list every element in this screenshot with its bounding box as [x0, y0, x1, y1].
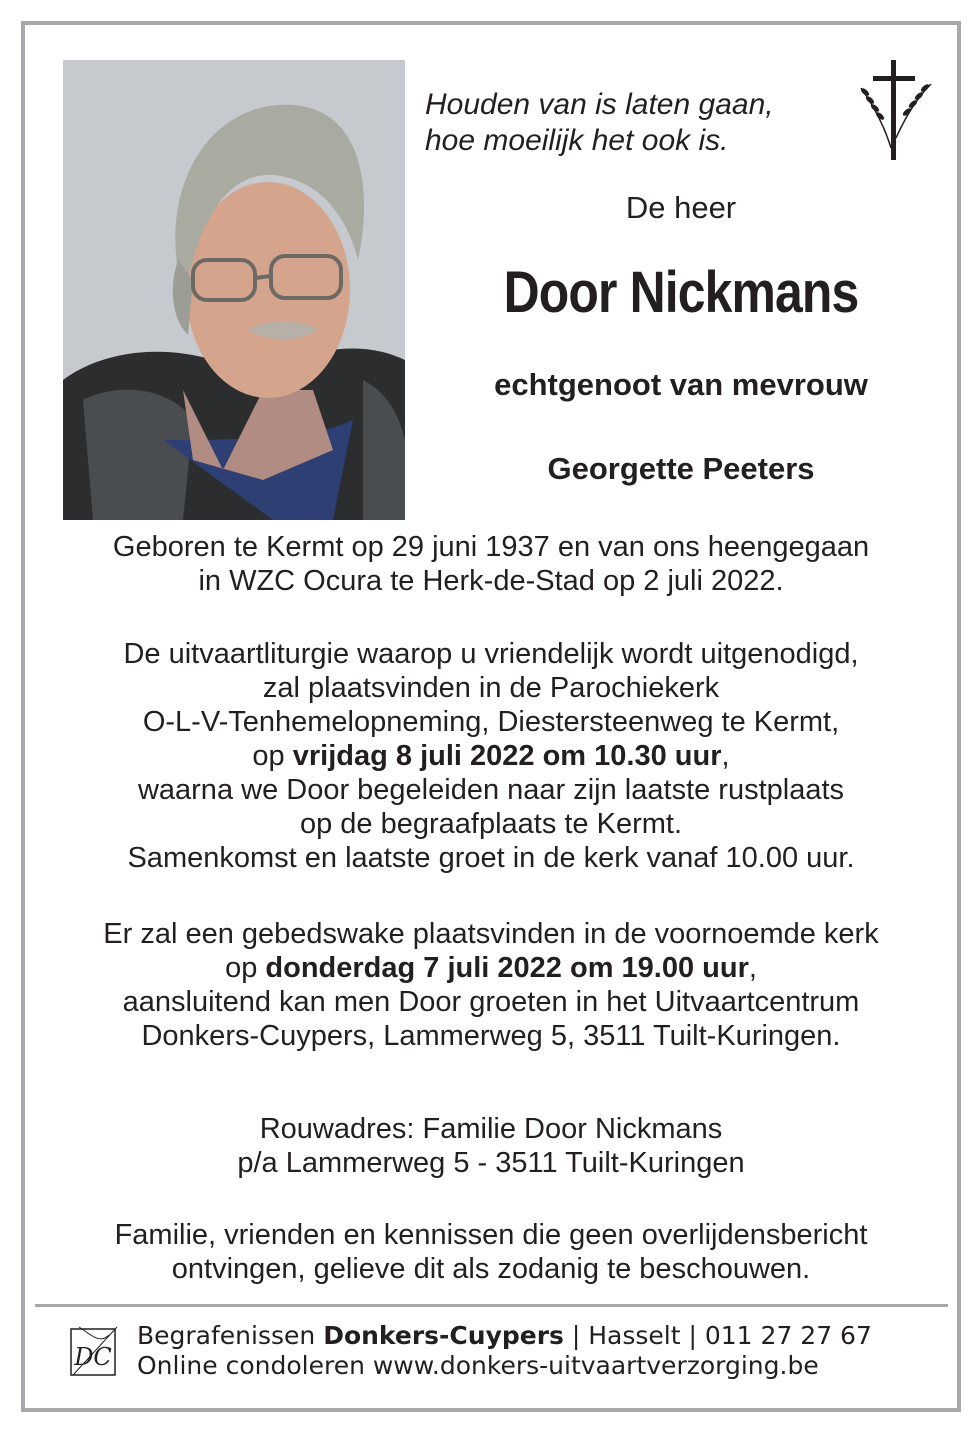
logo-text: DC [74, 1343, 112, 1371]
text-line [25, 951, 957, 985]
relation-label: echtgenoot van mevrouw [494, 367, 868, 402]
deceased-name: Door Nickmans [503, 260, 859, 325]
text-line: Rouwadres: Familie Door Nickmans [259, 1113, 723, 1145]
text-span: op [225, 952, 266, 984]
text-line: Donkers-Cuypers, Lammerweg 5, 3511 Tuilt-Kuringen. [141, 1020, 841, 1052]
quote-line: hoe moeilijk het ook is. [425, 124, 729, 157]
text-line: op de begraafplaats te Kermt. [299, 808, 683, 840]
text-span: , [721, 740, 730, 772]
text-line: Er zal een gebedswake plaatsvinden in de voornoemde kerk [103, 918, 879, 950]
wake-info [25, 917, 957, 1053]
footer-info [137, 1321, 937, 1381]
card-frame [21, 21, 961, 1412]
mourning-address [25, 1112, 957, 1180]
text-line: Geboren te Kermt op 29 juni 1937 en van ons heengegaan [112, 531, 870, 563]
footer-divider [35, 1304, 948, 1307]
quote-line: Houden van is laten gaan, [425, 88, 774, 121]
text-line: p/a Lammerweg 5 - 3511 Tuilt-Kuringen [237, 1147, 745, 1179]
text-span: , [748, 952, 757, 984]
portrait-photo [63, 60, 405, 520]
text-line: Familie, vrienden en kennissen die geen overlijdensbericht [114, 1219, 868, 1251]
footer-line [137, 1321, 937, 1351]
company-name: Donkers-Cuypers [323, 1321, 564, 1350]
notice-text [25, 1218, 957, 1286]
wake-date: donderdag 7 juli 2022 om 19.00 uur [265, 952, 749, 984]
text-span: op [252, 740, 293, 772]
footer-line: Online condoleren www.donkers-uitvaartverzorging.be [137, 1351, 819, 1380]
text-line: in WZC Ocura te Herk-de-Stad op 2 juli 2022. [198, 565, 784, 597]
birth-death-info [25, 530, 957, 598]
cross-icon [855, 58, 935, 162]
funeral-date: vrijdag 8 juli 2022 om 10.30 uur [292, 740, 722, 772]
spouse-name: Georgette Peeters [547, 451, 815, 486]
text-line: aansluitend kan men Door groeten in het Uitvaartcentrum [122, 986, 860, 1018]
text-line [25, 739, 957, 773]
salutation: De heer [625, 190, 737, 225]
memorial-quote [425, 87, 845, 159]
text-line: De uitvaartliturgie waarop u vriendelijk wordt uitgenodigd, [123, 638, 859, 670]
company-logo [69, 1325, 121, 1379]
text-line: ontvingen, gelieve dit als zodanig te beschouwen. [171, 1253, 811, 1285]
text-span: | Hasselt | 011 27 27 67 [563, 1321, 872, 1350]
text-line: Samenkomst en laatste groet in de kerk vanaf 10.00 uur. [127, 842, 855, 874]
text-line: waarna we Door begeleiden naar zijn laatste rustplaats [137, 774, 845, 806]
text-line: O-L-V-Tenhemelopneming, Diestersteenweg te Kermt, [142, 706, 840, 738]
funeral-info [25, 637, 957, 875]
text-span: Begrafenissen [137, 1321, 324, 1350]
text-line: zal plaatsvinden in de Parochiekerk [262, 672, 720, 704]
